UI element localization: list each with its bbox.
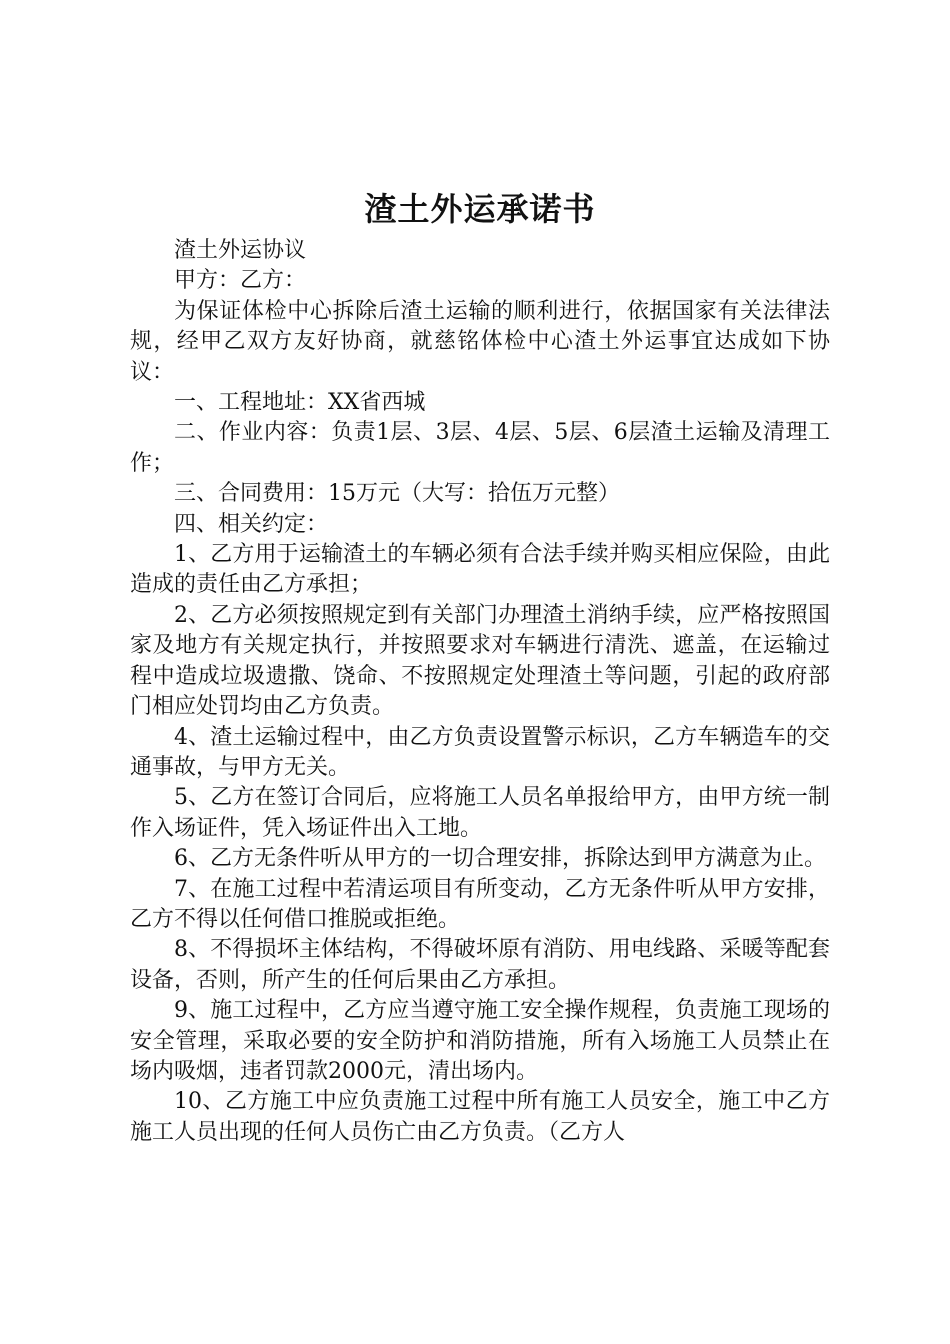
paragraph-clause-3: 三、合同费用：15万元（大写：拾伍万元整） bbox=[174, 481, 620, 507]
paragraph-term-2: 2、乙方必须按照规定到有关部门办理渣土消纳手续，应严格按照国家及地方有关规定执行，并按照要求对车辆进行清洗、遮盖，在运输过程中造成垃圾遗撒、饶命、不按照规定处理渣土等问题，引起的政府部门相应处罚均由乙方负责。 bbox=[130, 602, 830, 720]
paragraph-term-8: 8、不得损坏主体结构，不得破坏原有消防、用电线路、采暖等配套设备，否则，所产生的任何后果由乙方承担。 bbox=[130, 937, 830, 993]
paragraph-clause-4: 四、相关约定： bbox=[174, 511, 329, 537]
document-body bbox=[130, 236, 830, 1148]
paragraph-term-7: 7、在施工过程中若清运项目有所变动，乙方无条件听从甲方安排，乙方不得以任何借口推脱或拒绝。 bbox=[130, 876, 830, 932]
paragraph-clause-1: 一、工程地址：XX省西城 bbox=[174, 390, 426, 416]
paragraph-term-1: 1、乙方用于运输渣土的车辆必须有合法手续并购买相应保险，由此造成的责任由乙方承担； bbox=[130, 542, 830, 598]
paragraph-term-10: 10、乙方施工中应负责施工过程中所有施工人员安全，施工中乙方施工人员出现的任何人员伤亡由乙方负责。（乙方人 bbox=[130, 1089, 830, 1145]
paragraph-term-6: 6、乙方无条件听从甲方的一切合理安排，拆除达到甲方满意为止。 bbox=[174, 846, 826, 872]
paragraph-parties: 甲方：乙方： bbox=[174, 268, 307, 294]
paragraph-subtitle: 渣土外运协议 bbox=[174, 238, 307, 263]
paragraph-term-9: 9、施工过程中，乙方应当遵守施工安全操作规程，负责施工现场的安全管理，采取必要的安全防护和消防措施，所有入场施工人员禁止在场内吸烟，违者罚款2000元，清出场内。 bbox=[130, 998, 830, 1084]
paragraph-intro: 为保证体检中心拆除后渣土运输的顺利进行，依据国家有关法律法规，经甲乙双方友好协商，就慈铭体检中心渣土外运事宜达成如下协议： bbox=[130, 298, 830, 385]
paragraph-term-4: 4、渣土运输过程中，由乙方负责设置警示标识，乙方车辆造车的交通事故，与甲方无关。 bbox=[130, 724, 830, 780]
paragraph-clause-2: 二、作业内容：负责1层、3层、4层、5层、6层渣土运输及清理工作； bbox=[130, 420, 830, 476]
document-title: 渣土外运承诺书 bbox=[364, 190, 596, 228]
paragraph-term-5: 5、乙方在签订合同后，应将施工人员名单报给甲方，由甲方统一制作入场证件，凭入场证件出入工地。 bbox=[130, 785, 830, 841]
document-page bbox=[130, 0, 830, 1344]
